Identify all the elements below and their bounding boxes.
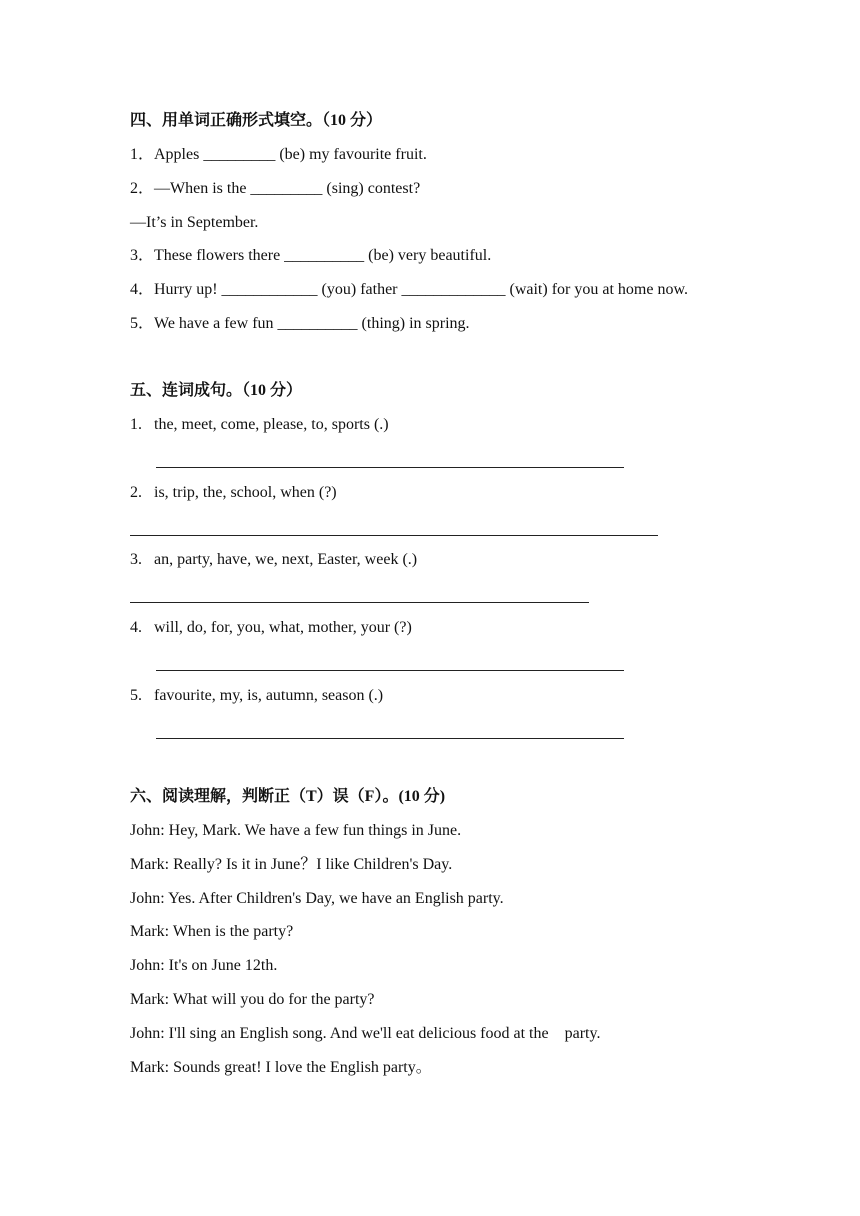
section4-heading: 四、用单词正确形式填空。（10 分） (130, 112, 383, 129)
dialogue-line-1: John: Hey, Mark. We have a few fun things in June. (130, 822, 462, 839)
section5-heading: 五、连词成句。（10 分） (130, 382, 303, 399)
section4-line-3: —It’s in September. (130, 214, 259, 231)
answer-line-2 (130, 535, 658, 536)
answer-line-1 (156, 467, 624, 468)
section5-item-2: 2. is, trip, the, school, when (?) (130, 484, 337, 501)
dialogue-line-6: Mark: What will you do for the party? (130, 991, 375, 1008)
answer-line-4 (156, 670, 624, 671)
section4-line-2: 2．—When is the _________ (sing) contest? (130, 180, 421, 197)
section5-item-5: 5. favourite, my, is, autumn, season (.) (130, 687, 384, 704)
answer-line-5 (156, 738, 624, 739)
dialogue-line-4: Mark: When is the party? (130, 923, 294, 940)
dialogue-line-7: John: I'll sing an English song. And we'll eat delicious food at the party. (130, 1025, 601, 1042)
dialogue-line-2: Mark: Really? Is it in June？I like Children's Day. (130, 856, 453, 873)
section4-line-6: 5．We have a few fun __________ (thing) in spring. (130, 315, 470, 332)
dialogue-line-5: John: It's on June 12th. (130, 957, 278, 974)
answer-line-3 (130, 602, 589, 603)
section5-item-4: 4. will, do, for, you, what, mother, your (?) (130, 619, 412, 636)
section6-heading: 六、阅读理解，判断正（T）误（F）。(10 分) (130, 788, 446, 805)
section4-line-4: 3．These flowers there __________ (be) very beautiful. (130, 247, 492, 264)
dialogue-line-3: John: Yes. After Children's Day, we have an English party. (130, 890, 504, 907)
section5-item-1: 1. the, meet, come, please, to, sports (.) (130, 416, 389, 433)
section4-line-5: 4．Hurry up! ____________ (you) father _____________ (wait) for you at home now. (130, 281, 688, 298)
section5-item-3: 3. an, party, have, we, next, Easter, week (.) (130, 551, 418, 568)
dialogue-line-8: Mark: Sounds great! I love the English party。 (130, 1059, 432, 1076)
section4-line-1: 1．Apples _________ (be) my favourite fruit. (130, 146, 427, 163)
